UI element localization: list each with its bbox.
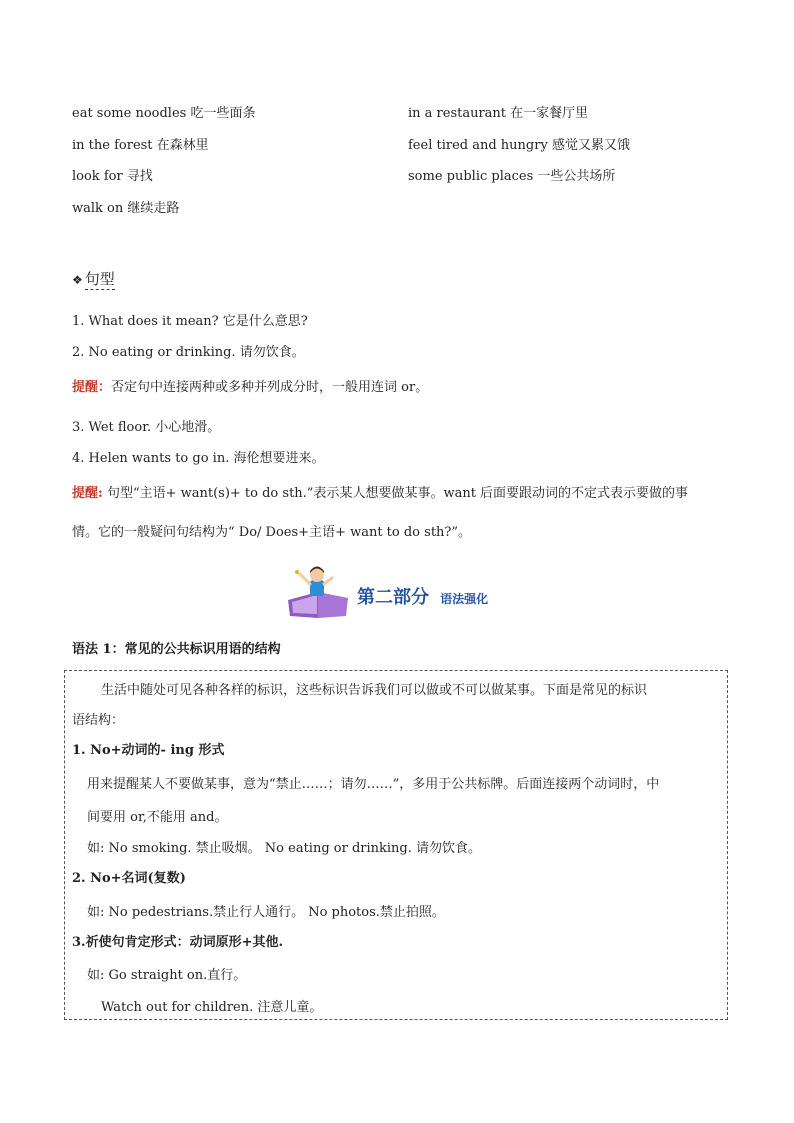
grammar-intro-continued: 语结构： [72,713,125,728]
section-heading [72,268,115,289]
rule-1-text-continued: 间要用 or,不能用 and。 [87,810,228,825]
grammar-heading: 语法 1：常见的公共标识用语的结构 [72,642,281,657]
rule-3-title: 3.祈使句肯定形式：动词原形+其他. [72,935,283,950]
phrase-item: in the forest 在森林里 [72,138,209,153]
rule-1-example: 如: No smoking. 禁止吸烟。 No eating or drinking. 请勿饮食。 [87,841,482,856]
rule-2-title: 2. No+名词(复数) [72,871,186,886]
rule-3-example: 如: Go straight on.直行。 [87,968,247,983]
tip-text: 否定句中连接两种或多种并列成分时，一般用连词 or。 [111,380,429,395]
phrase-item: in a restaurant 在一家餐厅里 [408,106,589,121]
diamond-bullet-icon: ❖ [72,273,83,287]
sentence-4: 4. Helen wants to go in. 海伦想要进来。 [72,451,325,466]
sentence-1: 1. What does it mean? 它是什么意思? [72,314,308,329]
rule-3-example: Watch out for children. 注意儿童。 [101,1000,323,1015]
phrase-item: some public places 一些公共场所 [408,169,616,184]
sentence-2: 2. No eating or drinking. 请勿饮食。 [72,345,305,360]
phrase-item: look for 寻找 [72,169,153,184]
rule-1-text: 用来提醒某人不要做某事，意为“禁止……；请勿……”，多用于公共标牌。后面连接两个动词时，中 [87,777,660,792]
tip-2-continued: 情。它的一般疑问句结构为“ Do/ Does+主语+ want to do sth?”。 [72,525,472,540]
student-reading-book-illustration [284,566,352,620]
tip-label: 提醒: [72,486,103,501]
rule-1-title: 1. No+动词的- ing 形式 [72,743,225,758]
part-title: 第二部分 [357,587,429,608]
tip-2 [72,482,688,501]
tip-label: 提醒： [72,380,112,395]
phrase-item: walk on 继续走路 [72,201,180,216]
section-heading-text: 句型 [84,270,115,288]
sentence-3: 3. Wet floor. 小心地滑。 [72,420,221,435]
tip-1 [72,376,428,395]
phrase-item: feel tired and hungry 感觉又累又饿 [408,138,630,153]
part-subtitle: 语法强化 [440,592,489,606]
rule-2-example: 如: No pedestrians.禁止行人通行。 No photos.禁止拍照。 [87,905,445,920]
tip-text: 句型“主语+ want(s)+ to do sth.”表示某人想要做某事。want 后面要跟动词的不定式表示要做的事 [102,486,689,501]
grammar-intro: 生活中随处可见各种各样的标识，这些标识告诉我们可以做或不可以做某事。下面是常见的标识 [101,683,648,698]
phrase-item: eat some noodles 吃一些面条 [72,106,256,121]
part-heading [357,583,488,609]
